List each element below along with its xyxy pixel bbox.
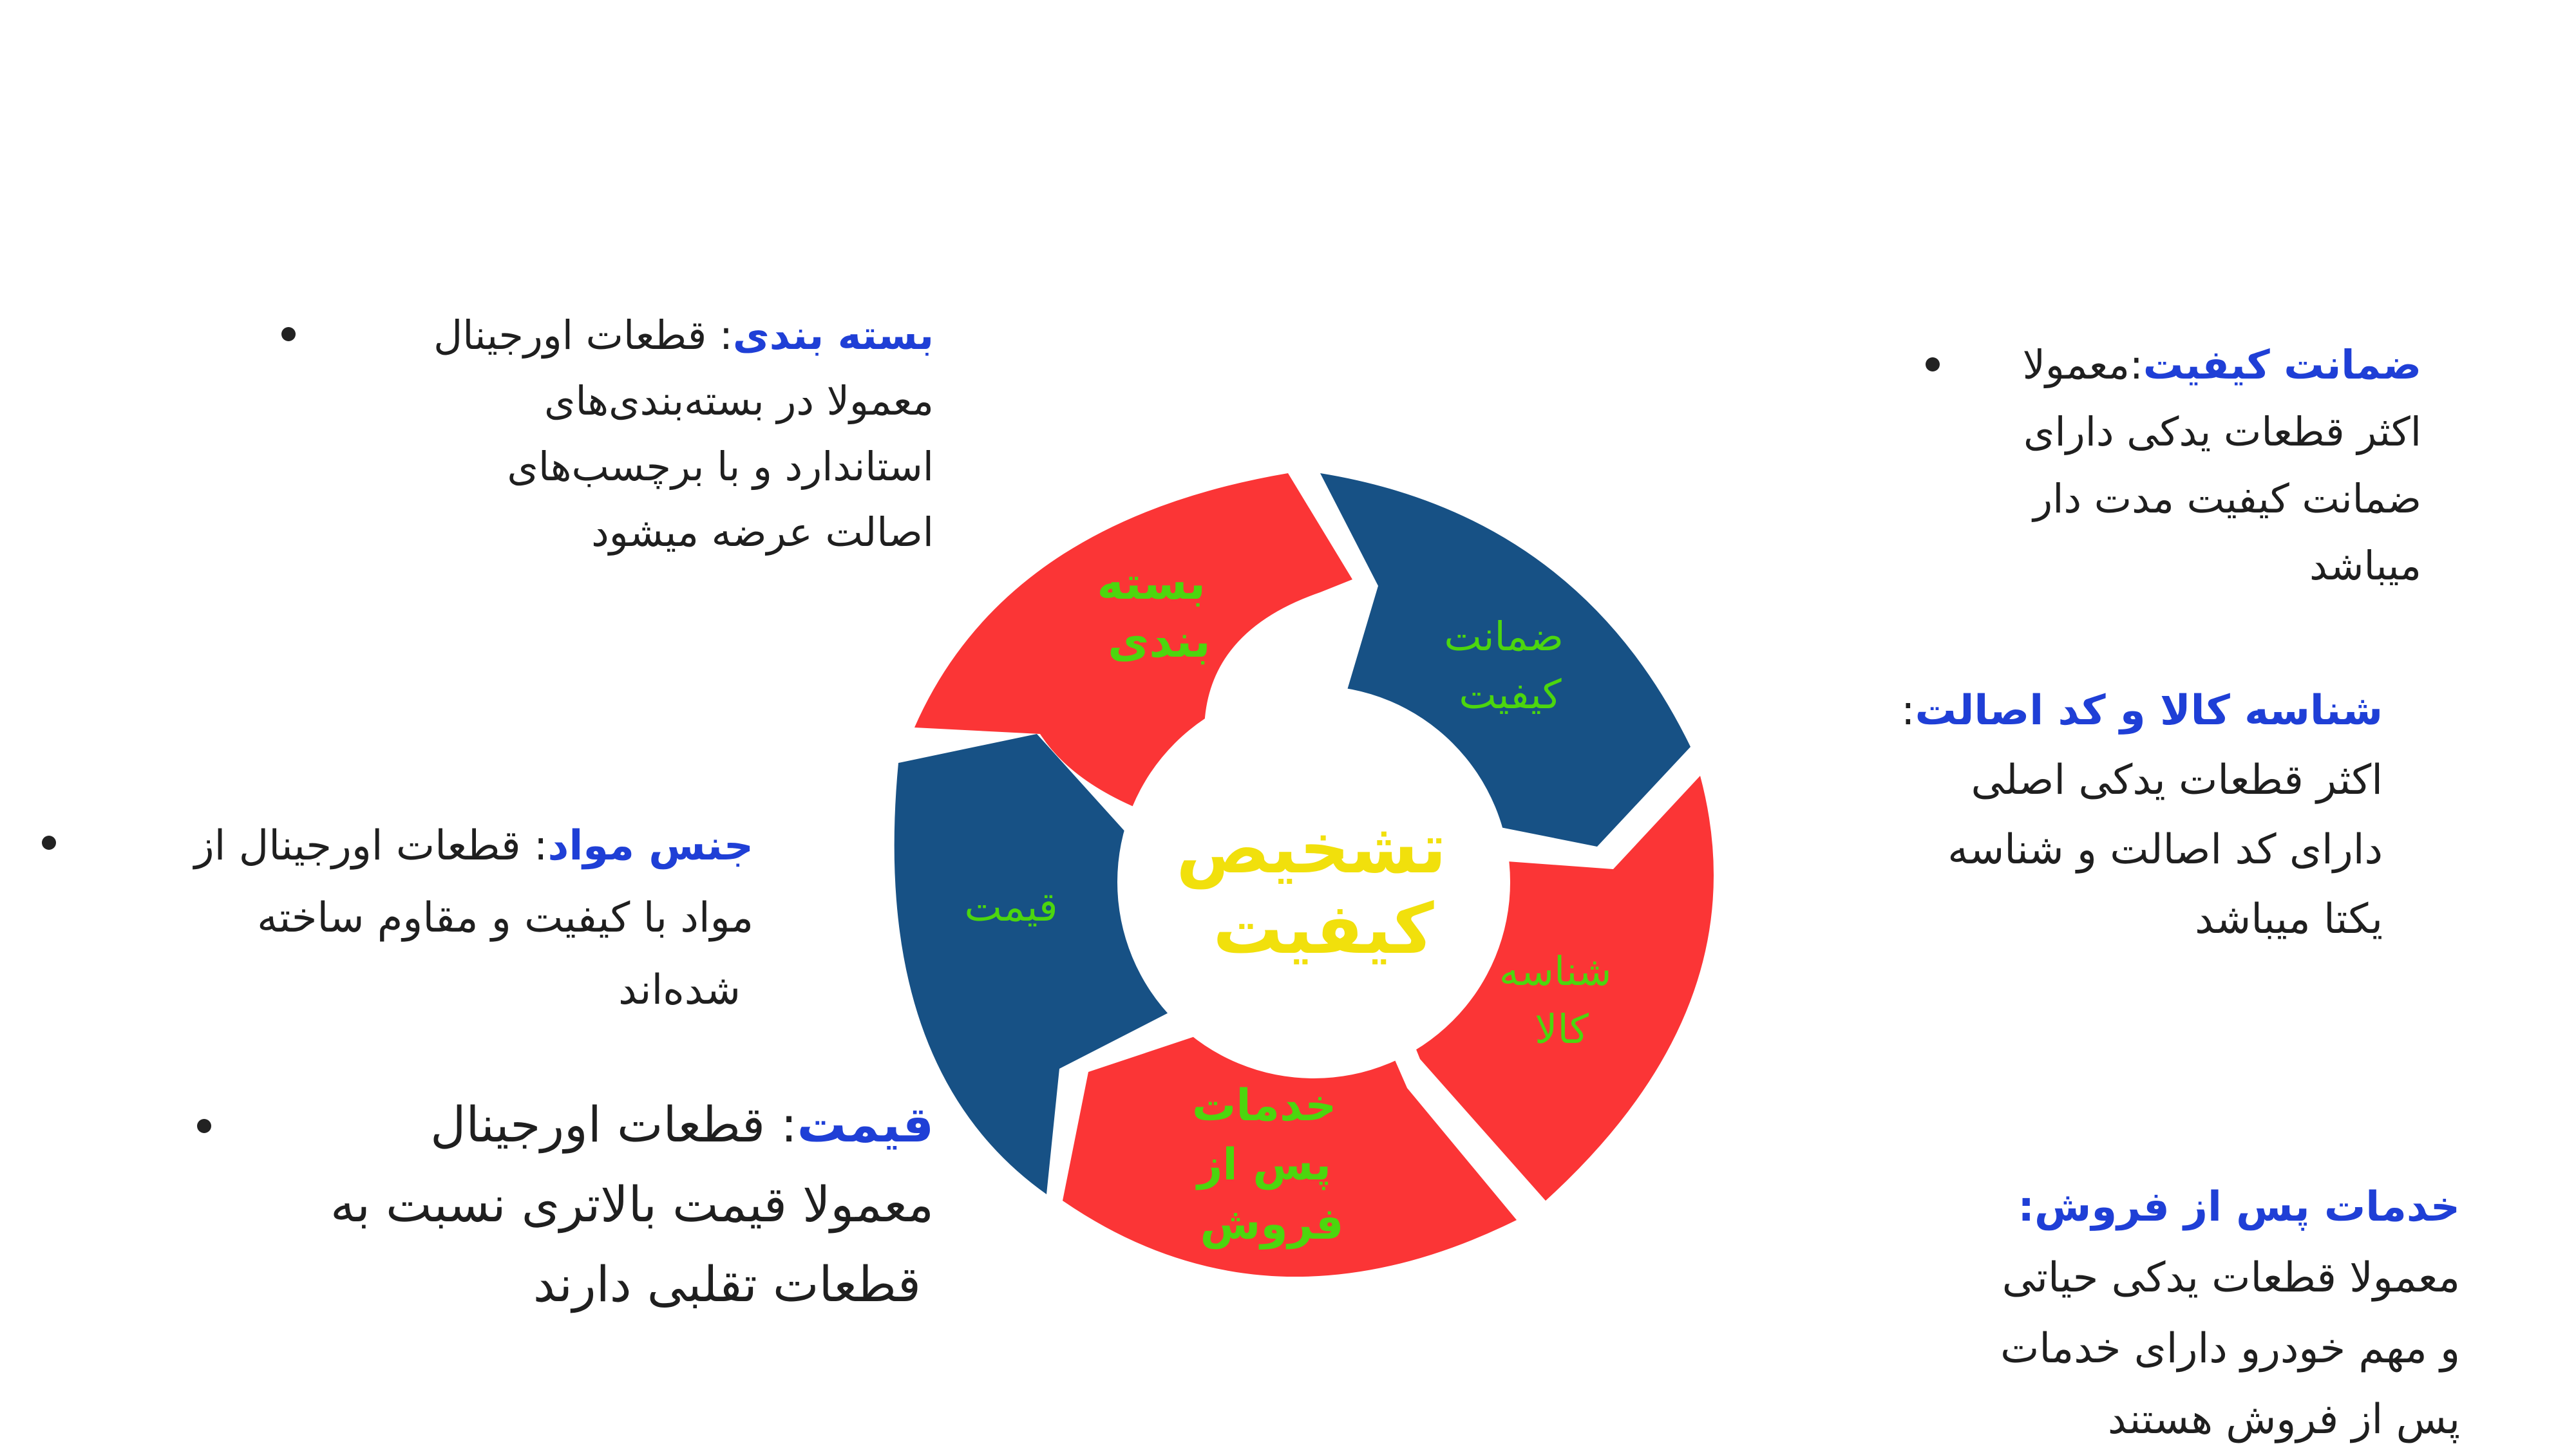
note-product-id-line-3: دارای کد اصالت و شناسه <box>1947 826 2383 874</box>
note-price <box>219 1085 934 1324</box>
note-after-sales <box>1868 1172 2460 1455</box>
note-guarantee-line-4: میباشد <box>2309 542 2421 589</box>
note-price-heading: قیمت <box>797 1096 934 1153</box>
segment-label-guarantee: ضمانت کیفیت <box>1444 613 1564 718</box>
note-material-heading: جنس مواد <box>547 822 753 870</box>
note-packaging <box>361 303 934 565</box>
note-packaging-line-2: معمولا در بسته‌بندی‌های <box>544 377 934 424</box>
note-packaging-line-1 <box>361 303 934 368</box>
note-guarantee-heading: ضمانت کیفیت <box>2143 341 2421 388</box>
note-product-id-line-2: اکثر قطعات یدکی اصلی <box>1971 756 2383 804</box>
note-material <box>90 810 753 1026</box>
note-guarantee <box>1958 332 2421 599</box>
note-price-line-3: قطعات تقلبی دارند <box>533 1255 921 1313</box>
center-label: تشخیص کیفیت <box>1176 809 1447 970</box>
segment-label-price: قیمت <box>964 883 1058 930</box>
note-after-sales-line-3: پس از فروش هستند <box>2107 1396 2460 1443</box>
segment-label-packaging: بسته بندی <box>1097 557 1211 668</box>
note-product-id-line-4: یکتا میباشد <box>2195 896 2383 943</box>
note-price-text: : قطعات اورجینال <box>430 1096 797 1153</box>
note-price-line-1 <box>219 1085 934 1165</box>
bullet <box>42 836 56 850</box>
note-packaging-heading: بسته بندی <box>732 312 934 359</box>
note-packaging-line-3: استاندارد و با برچسب‌های <box>507 443 934 490</box>
note-guarantee-line-3: ضمانت کیفیت مدت دار <box>2033 475 2421 522</box>
note-guarantee-line-1 <box>1958 332 2421 399</box>
note-after-sales-heading: خدمات پس از فروش: <box>2018 1183 2460 1231</box>
segment-label-after-sales: خدمات پس از فروش <box>1192 1080 1344 1250</box>
note-material-line-2: مواد با کیفیت و مقاوم ساخته <box>257 894 753 942</box>
note-packaging-line-4: اصالت عرضه میشود <box>591 509 934 556</box>
segment-label-product-id: شناسه کالا <box>1499 948 1612 1053</box>
bullet <box>281 327 296 341</box>
note-after-sales-line-1: معمولا قطعات یدکی حیاتی <box>2002 1254 2460 1302</box>
note-product-id-heading: شناسه کالا و کد اصالت <box>1915 687 2383 735</box>
note-material-text: : قطعات اورجینال از <box>194 822 548 870</box>
note-guarantee-text: :معمولا <box>2022 341 2143 388</box>
note-product-id <box>1816 676 2383 954</box>
note-material-line-3: شده‌اند <box>618 966 741 1014</box>
bullet <box>1926 357 1940 371</box>
bullet <box>197 1119 211 1133</box>
note-material-line-1 <box>90 810 753 882</box>
note-product-id-line-1 <box>1816 676 2383 746</box>
note-packaging-text: : قطعات اورجینال <box>433 312 733 359</box>
note-after-sales-line-2: و مهم خودرو دارای خدمات <box>2000 1325 2460 1373</box>
note-product-id-text: : <box>1901 687 1915 735</box>
note-price-line-2: معمولا قیمت بالاتری نسبت به <box>330 1176 934 1233</box>
note-guarantee-line-2: اکثر قطعات یدکی دارای <box>2023 408 2421 455</box>
